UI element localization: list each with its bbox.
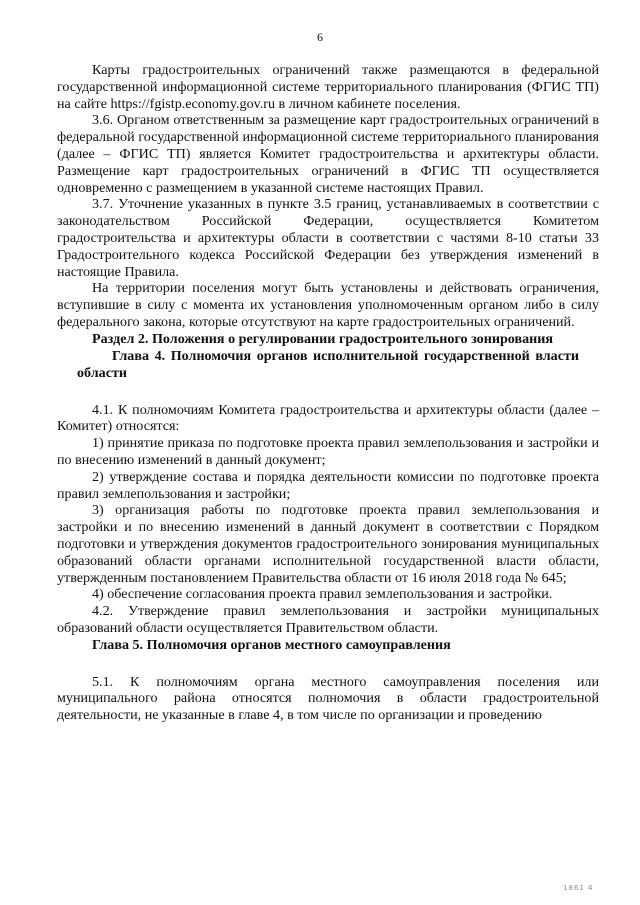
paragraph: 3.6. Органом ответственным за размещение карт градостроительных ограничений в федеральной государственной информационной системе территориального планирования (далее – ФГИС ТП) является Комитет градостроительства и архитектуры области. Размещение карт градостроительных ограничений в ФГИС ТП осуществляется одновременно с размещением в указанной системе настоящих Правил.: [57, 112, 599, 196]
paragraph: Карты градостроительных ограничений также размещаются в федеральной государственной информационной системе территориального планирования (ФГИС ТП) на сайте https://fgistp.economy.gov.ru в личном кабинете поселения.: [57, 62, 599, 112]
section-heading: Раздел 2. Положения о регулировании градостроительного зонирования: [92, 330, 554, 347]
footer-stamp: 1861 4: [563, 884, 594, 892]
list-item: 1) принятие приказа по подготовке проекта правил землепользования и застройки и по внесению изменений в данный документ;: [57, 435, 599, 468]
list-item: 4) обеспечение согласования проекта правил землепользования и застройки.: [92, 586, 553, 603]
paragraph: 5.1. К полномочиям органа местного самоуправления поселения или муниципального района относятся полномочия в области градостроительной деятельности, не указанные в главе 4, в том числе по организации и проведению: [57, 673, 599, 724]
chapter-5-heading: Глава 5. Полномочия органов местного самоуправления: [92, 636, 451, 653]
list-item: 2) утверждение состава и порядка деятельности комиссии по подготовке проекта правил землепользования и застройки;: [57, 468, 599, 502]
page-number: 6: [317, 30, 323, 44]
paragraph: 3.7. Уточнение указанных в пункте 3.5 границ, устанавливаемых в соответствии с законодательством Российской Федерации, осуществляется Комитетом градостроительства и архитектуры области в соответствии с частями 8-10 статьи 33 Градостроительного кодекса Российской Федерации без утверждения изменений в настоящие Правила.: [57, 196, 599, 280]
paragraph: На территории поселения могут быть установлены и действовать ограничения, вступившие в силу с момента их установления уполномоченным органом либо в силу федерального закона, которые отсутствуют на карте градостроительных ограничений.: [57, 280, 599, 330]
chapter-4-heading: Глава 4. Полномочия органов исполнительной государственной власти области: [77, 347, 579, 381]
document-body: [57, 62, 599, 724]
paragraph: 4.2. Утверждение правил землепользования и застройки муниципальных образований области осуществляется Правительством области.: [57, 603, 599, 636]
paragraph: 4.1. К полномочиям Комитета градостроительства и архитектуры области (далее – Комитет) относятся:: [57, 401, 599, 435]
list-item: 3) организация работы по подготовке проекта правил землепользования и застройки и по внесению изменений в данный документ в соответствии с Порядком подготовки и утверждения документов градостроительного зонирования муниципальных образований области органами исполнительной государственной власти области, утвержденным постановлением Правительства области от 16 июля 2018 года № 645;: [57, 502, 599, 586]
